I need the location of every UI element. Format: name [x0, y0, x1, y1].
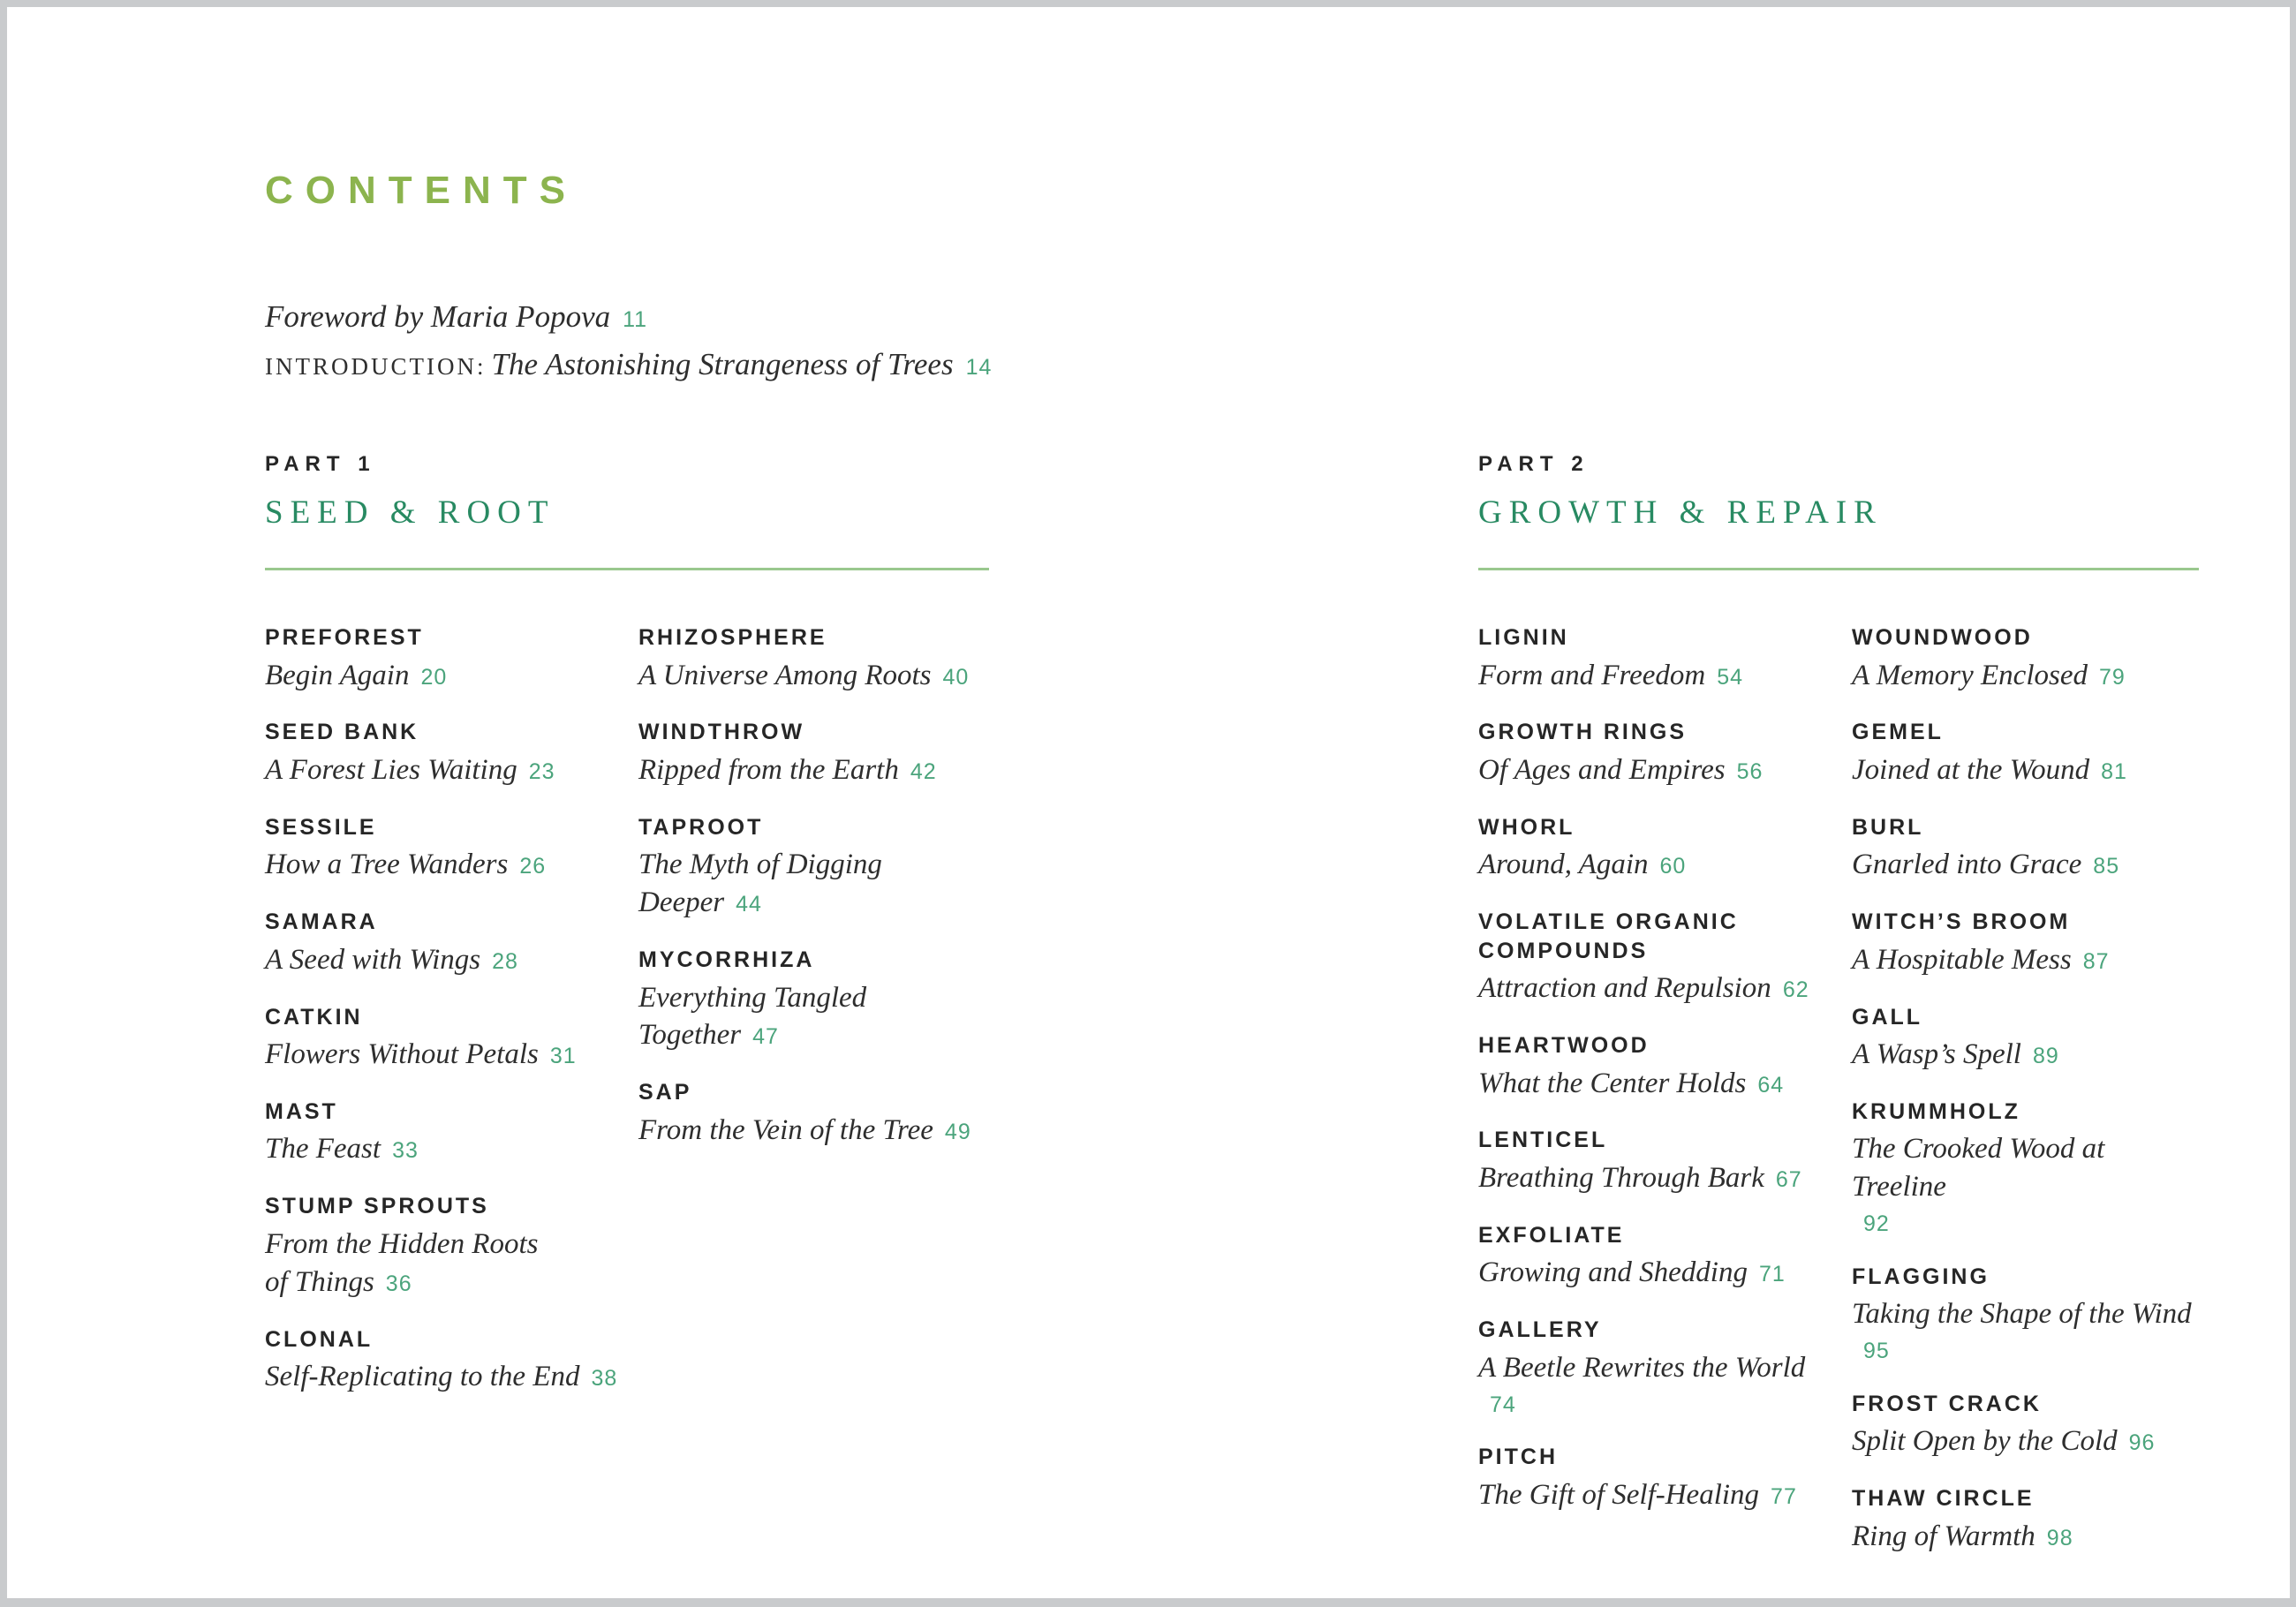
entry-subtitle: From the Hidden Roots of Things 36 [265, 1227, 539, 1298]
entry-heading: CLONAL [265, 1326, 374, 1352]
page-number: 26 [519, 854, 547, 879]
part-2-entries [1478, 623, 2199, 1579]
entry-heading: MYCORRHIZA [638, 947, 815, 973]
page-title: CONTENTS [265, 169, 578, 212]
toc-entry [1852, 623, 2203, 694]
entry-heading: KRUMMHOLZ [1852, 1098, 2020, 1124]
toc-entry [1852, 1390, 2203, 1460]
toc-entry [1478, 1221, 1852, 1292]
page-number: 31 [549, 1044, 577, 1069]
part-1-divider-rule [265, 568, 989, 570]
entry-heading: GALLERY [1478, 1317, 1602, 1343]
entries-column-left [265, 623, 638, 1420]
page-number: 87 [2082, 948, 2110, 974]
entry-heading: FROST CRACK [1852, 1391, 2042, 1416]
page-number: 74 [1490, 1392, 1516, 1417]
toc-entry [265, 908, 638, 978]
page-number: 56 [1736, 758, 1764, 784]
entry-subtitle: The Gift of Self-Healing 77 [1478, 1478, 1797, 1511]
toc-entry [265, 1325, 638, 1396]
entry-heading: LENTICEL [1478, 1128, 1608, 1153]
entry-heading: EXFOLIATE [1478, 1222, 1625, 1248]
page-number: 11 [623, 307, 648, 332]
toc-entry [1852, 908, 2203, 978]
entry-subtitle: A Forest Lies Waiting 23 [265, 753, 555, 786]
entry-subtitle: Gnarled into Grace 85 [1852, 849, 2120, 881]
entry-heading: WOUNDWOOD [1852, 625, 2033, 650]
entry-subtitle: Self-Replicating to the End 38 [265, 1361, 618, 1393]
book-contents-page [7, 7, 2290, 1598]
entry-subtitle: The Crooked Wood at Treeline 92 [1852, 1130, 2203, 1238]
toc-entry [1852, 1484, 2203, 1555]
entry-subtitle: Split Open by the Cold 96 [1852, 1425, 2156, 1458]
page-number: 49 [944, 1119, 971, 1144]
entry-subtitle: What the Center Holds 64 [1478, 1067, 1785, 1099]
entry-subtitle: A Seed with Wings 28 [265, 943, 518, 976]
part-2-title: GROWTH & REPAIR [1478, 494, 1883, 531]
introduction-label: INTRODUCTION: [265, 353, 487, 380]
part-1-title: SEED & ROOT [265, 494, 555, 531]
toc-entry [265, 1192, 638, 1301]
toc-entry [265, 718, 638, 788]
foreword-title: Foreword by Maria Popova [265, 299, 611, 334]
entry-subtitle: A Memory Enclosed 79 [1852, 659, 2126, 691]
page-number: 85 [2093, 854, 2120, 879]
part-1-label: PART 1 [265, 452, 376, 476]
entry-heading: GEMEL [1852, 720, 1944, 745]
entry-heading: SEED BANK [265, 720, 419, 745]
page-number: 20 [420, 664, 448, 690]
front-matter-foreword-line [265, 298, 992, 336]
toc-entry [265, 813, 638, 884]
entry-heading: VOLATILE ORGANIC COMPOUNDS [1478, 909, 1739, 963]
entry-subtitle: From the Vein of the Tree 49 [638, 1113, 971, 1146]
part-2-section [1478, 454, 2199, 1579]
page-number: 60 [1659, 854, 1687, 879]
toc-entry [1478, 813, 1852, 884]
toc-entry [1478, 1443, 1852, 1513]
entry-subtitle: Begin Again 20 [265, 659, 448, 691]
entry-subtitle: Taking the Shape of the Wind 95 [1852, 1295, 2203, 1365]
entry-subtitle: Growing and Shedding 71 [1478, 1256, 1786, 1289]
entry-heading: SAP [638, 1080, 692, 1105]
toc-entry [1478, 623, 1852, 694]
entry-subtitle: Breathing Through Bark 67 [1478, 1161, 1802, 1194]
toc-entry [1478, 718, 1852, 788]
page-number: 96 [2128, 1430, 2156, 1456]
page-number: 95 [1863, 1339, 1890, 1364]
toc-entry [638, 946, 990, 1054]
entry-heading: RHIZOSPHERE [638, 625, 827, 650]
toc-entry [1478, 1316, 1852, 1419]
part-1-section [265, 454, 989, 1420]
page-number: 42 [910, 758, 937, 784]
page-number: 38 [591, 1366, 618, 1392]
page-number: 14 [965, 355, 993, 380]
toc-entry [1478, 1126, 1852, 1196]
entry-heading: THAW CIRCLE [1852, 1486, 2035, 1512]
entry-heading: TAPROOT [638, 814, 764, 840]
toc-entry [638, 623, 990, 694]
page-number: 54 [1717, 664, 1744, 690]
entry-heading: HEARTWOOD [1478, 1033, 1650, 1059]
toc-entry [1852, 1263, 2203, 1366]
entry-subtitle: Ring of Warmth 98 [1852, 1520, 2073, 1552]
page-number: 98 [2046, 1525, 2073, 1550]
entry-heading: WINDTHROW [638, 720, 805, 745]
entry-subtitle: Around, Again 60 [1478, 849, 1687, 881]
part-2-label: PART 2 [1478, 452, 1590, 476]
entry-subtitle: Everything Tangled Together 47 [638, 981, 867, 1052]
entry-heading: WITCH’S BROOM [1852, 909, 2071, 935]
entry-subtitle: A Wasp’s Spell 89 [1852, 1038, 2059, 1071]
page-number: 81 [2101, 758, 2127, 784]
part-1-entries [265, 623, 989, 1420]
entry-heading: GROWTH RINGS [1478, 720, 1687, 745]
entry-subtitle: The Myth of Digging Deeper 44 [638, 849, 882, 919]
introduction-title: The Astonishing Strangeness of Trees [491, 347, 954, 381]
toc-entry [1478, 908, 1852, 1007]
page-number: 89 [2032, 1044, 2059, 1069]
entry-heading: WHORL [1478, 814, 1575, 840]
entry-subtitle: Attraction and Repulsion 62 [1478, 972, 1809, 1005]
entry-subtitle: Of Ages and Empires 56 [1478, 753, 1764, 786]
front-matter-introduction-line [265, 346, 992, 383]
toc-entry [638, 1078, 990, 1149]
page-number: 71 [1758, 1262, 1786, 1287]
entry-subtitle: The Feast 33 [265, 1133, 419, 1166]
entry-subtitle: Form and Freedom 54 [1478, 659, 1744, 691]
entry-subtitle: Flowers Without Petals 31 [265, 1038, 577, 1071]
entry-subtitle: Joined at the Wound 81 [1852, 753, 2127, 786]
entry-subtitle: How a Tree Wanders 26 [265, 849, 547, 881]
page-number: 47 [752, 1024, 779, 1050]
toc-entry [638, 813, 990, 922]
part-2-divider-rule [1478, 568, 2199, 570]
page-number: 67 [1775, 1166, 1802, 1192]
entry-subtitle: Ripped from the Earth 42 [638, 753, 937, 786]
page-number: 40 [942, 664, 970, 690]
entry-heading: PITCH [1478, 1445, 1558, 1470]
page-number: 92 [1863, 1211, 1890, 1237]
page-number: 23 [528, 758, 555, 784]
page-number: 62 [1782, 977, 1809, 1003]
entry-heading: LIGNIN [1478, 625, 1569, 650]
toc-entry [1852, 1003, 2203, 1074]
entries-column-left [1478, 623, 1852, 1579]
entry-heading: FLAGGING [1852, 1264, 1990, 1289]
entry-heading: SAMARA [265, 909, 378, 935]
entries-column-right [1852, 623, 2203, 1579]
toc-entry [1852, 813, 2203, 884]
entry-subtitle: A Universe Among Roots 40 [638, 659, 970, 691]
toc-entry [1852, 718, 2203, 788]
page-number: 28 [492, 948, 518, 974]
entry-heading: SESSILE [265, 814, 377, 840]
page-number: 36 [385, 1271, 412, 1296]
toc-entry [638, 718, 990, 788]
entries-column-right [638, 623, 990, 1420]
entry-heading: GALL [1852, 1004, 1923, 1030]
front-matter [265, 298, 992, 383]
entry-heading: BURL [1852, 814, 1924, 840]
page-number: 44 [736, 892, 762, 917]
toc-entry [1852, 1098, 2203, 1239]
toc-entry [1478, 1031, 1852, 1102]
entry-heading: STUMP SPROUTS [265, 1194, 489, 1219]
page-number: 79 [2098, 664, 2126, 690]
page-number: 77 [1771, 1483, 1797, 1509]
entry-heading: MAST [265, 1098, 338, 1124]
entry-subtitle: A Hospitable Mess 87 [1852, 943, 2110, 976]
entry-heading: CATKIN [265, 1004, 363, 1030]
entry-heading: PREFOREST [265, 625, 424, 650]
entry-subtitle: A Beetle Rewrites the World 74 [1478, 1349, 1852, 1419]
page-number: 33 [392, 1138, 419, 1164]
toc-entry [265, 1098, 638, 1168]
toc-entry [265, 623, 638, 694]
toc-entry [265, 1003, 638, 1074]
page-number: 64 [1757, 1072, 1785, 1098]
